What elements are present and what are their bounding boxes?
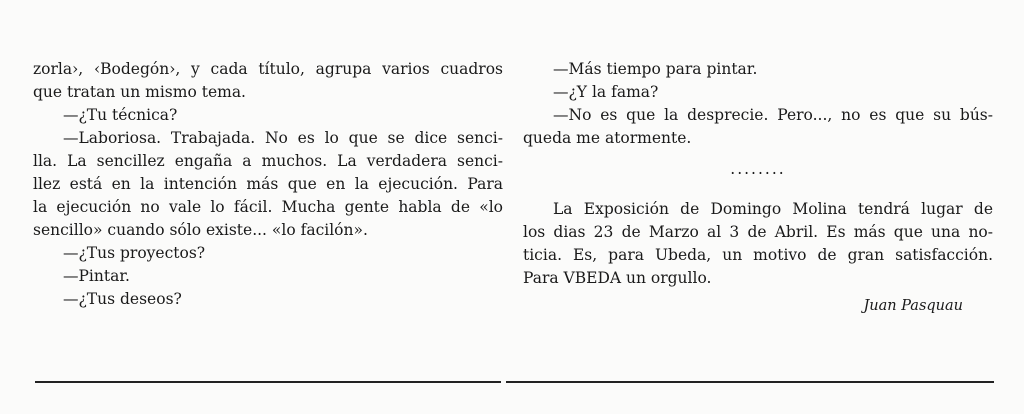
text-line: la ejecución no vale lo fácil. Mucha gente habla de «lo: [33, 198, 503, 216]
section-separator: ........: [730, 160, 786, 178]
answer-line: —Pintar.: [63, 267, 130, 285]
text-line: los dias 23 de Marzo al 3 de Abril. Es más que una no-: [523, 223, 993, 241]
left-text-column: [33, 58, 503, 311]
author-signature: Juan Pasquau: [863, 298, 963, 314]
text-line: que tratan un mismo tema.: [33, 83, 246, 101]
text-line: lla. La sencillez engaña a muchos. La verdadera senci-: [33, 152, 503, 170]
question-line: —¿Y la fama?: [553, 83, 659, 101]
text-line: Para VBEDA un orgullo.: [523, 269, 712, 287]
question-line: —¿Tus deseos?: [63, 290, 182, 308]
question-line: —¿Tu técnica?: [63, 106, 178, 124]
bottom-rule-left: [35, 381, 501, 383]
right-text-column: [523, 58, 993, 314]
text-line: sencillo» cuando sólo existe... «lo facilón».: [33, 221, 368, 239]
text-line: llez está en la intención más que en la ejecución. Para: [33, 175, 503, 193]
question-line: —¿Tus proyectos?: [63, 244, 206, 262]
text-line: ticia. Es, para Ubeda, un motivo de gran satisfacción.: [523, 246, 993, 264]
bottom-rule-right: [506, 381, 994, 383]
answer-line: —Laboriosa. Trabajada. No es lo que se dice senci-: [63, 129, 503, 147]
text-line: queda me atormente.: [523, 129, 692, 147]
answer-line: —Más tiempo para pintar.: [553, 60, 758, 78]
text-line: zorla›, ‹Bodegón›, y cada título, agrupa varios cuadros: [33, 60, 503, 78]
answer-line: —No es que la desprecie. Pero..., no es que su bús-: [553, 106, 993, 124]
text-line: La Exposición de Domingo Molina tendrá lugar de: [553, 200, 993, 218]
